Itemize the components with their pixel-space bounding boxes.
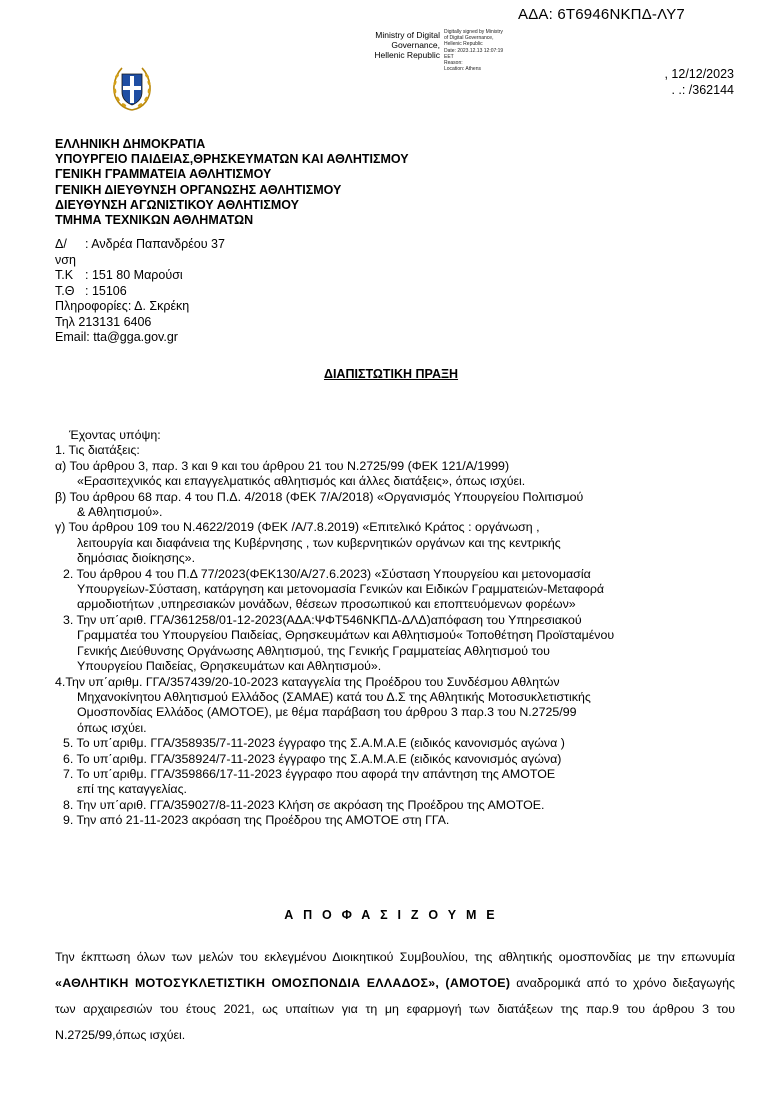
header-line: ΓΕΝΙΚΗ ΔΙΕΥΘΥΝΣΗ ΟΡΓΑΝΩΣΗΣ ΑΘΛΗΤΙΣΜΟΥ — [55, 182, 342, 197]
decision-heading: Α Π Ο Φ Α Σ Ι Ζ Ο Υ Μ Ε — [284, 908, 498, 922]
header-line: ΕΛΛΗΝΙΚΗ ΔΗΜΟΚΡΑΤΙΑ — [55, 137, 206, 151]
date-protocol-block — [600, 66, 734, 98]
document-title: ΔΙΑΠΙΣΤΩΤΙΚΗ ΠΡΑΞΗ — [323, 367, 459, 381]
consideration-line: γ) Του άρθρου 109 του Ν.4622/2019 (ΦΕΚ /Α/7.8.2019) «Επιτελικό Κράτος : οργάνωση , — [55, 520, 540, 535]
considerations-list — [55, 428, 735, 829]
consideration-line: 4.Την υπ΄αριθμ. ΓΓΑ/357439/20-10-2023 καταγγελία της Προέδρου του Συνδέσμου Αθλητών — [55, 674, 560, 689]
contact-email: Email: tta@gga.gov.gr — [55, 330, 178, 344]
consideration-line: Γραμματέα του Υπουργείου Παιδείας, Θρησκευμάτων και Αθλητισμού« Τοποθέτηση Προϊσταμένου — [77, 628, 615, 643]
ada-number: ΑΔΑ: 6Τ6946ΝΚΠΔ-ΛΥ7 — [518, 6, 685, 23]
address-row: Δ/νση : Ανδρέα Παπανδρέου 37 — [55, 237, 225, 267]
consideration-line: 7. Το υπ΄αριθμ. ΓΓΑ/359866/17-11-2023 έγγραφο που αφορά την απάντηση της ΑΜΟΤΟΕ — [63, 766, 556, 781]
consideration-line: α) Του άρθρου 3, παρ. 3 και 9 και του άρθρου 21 του Ν.2725/99 (ΦΕΚ 121/Α/1999) — [55, 458, 510, 473]
consideration-line: 1. Τις διατάξεις: — [55, 443, 140, 458]
signature-organization: Ministry of Digital Governance, Hellenic Republic — [374, 30, 440, 60]
header-line: ΤΜΗΜΑ ΤΕΧΝΙΚΩΝ ΑΘΛΗΜΑΤΩΝ — [55, 213, 254, 228]
consideration-line: Υπουργείων-Σύσταση, κατάργηση και μετονομασία Γενικών και Ειδικών Γραμματειών-Μεταφορά — [77, 582, 605, 597]
consideration-line: «Ερασιτεχνικός και επαγγελματικός αθλητισμός και άλλες διατάξεις», όπως ισχύει. — [77, 474, 526, 489]
header-line: ΔΙΕΥΘΥΝΣΗ ΑΓΩΝΙΣΤΙΚΟΥ ΑΘΛΗΤΙΣΜΟΥ — [55, 197, 299, 212]
consideration-line: Μηχανοκίνητου Αθλητισμού Ελλάδος (ΣΑΜΑΕ) κατά του Δ.Σ της Αθλητικής Μοτοσυκλετιστικής — [77, 689, 591, 704]
protocol-number: . .: /362144 — [671, 83, 734, 97]
consideration-line: αρμοδιοτήτων ,υπηρεσιακών μονάδων, θέσεων προσωπικού και εποπτευόμενων φορέων» — [77, 597, 576, 612]
consideration-line: 3. Την υπ΄αριθ. ΓΓΑ/361258/01-12-2023(ΑΔΑ:ΨΦΤ546ΝΚΠΔ-ΔΛΔ)απόφαση του Υπηρεσιακού — [63, 612, 582, 627]
address-row: Τ.Κ : 151 80 Μαρούσι — [55, 268, 183, 282]
consideration-line: λειτουργία και διαφάνεια της Κυβέρνησης , των κυβερνητικών οργάνων και της κεντρικής — [77, 535, 561, 550]
consideration-line: 2. Του άρθρου 4 του Π.Δ 77/2023(ΦΕΚ130/Α/27.6.2023) «Σύσταση Υπουργείου και μετονομασία — [63, 566, 591, 581]
consideration-line: δημόσιας διοίκησης». — [77, 551, 196, 566]
decision-paragraph: Την έκπτωση όλων των μελών του εκλεγμένου Διοικητικού Συμβουλίου, της αθλητικής ομοσπονδίας με την επωνυμία «ΑΘΛΗΤΙΚΗ ΜΟΤΟΣΥΚΛΕΤΙΣΤΙΚΗ ΟΜΟΣΠΟΝΔΙΑ ΕΛΛΑΔΟΣ», (ΑΜΟΤΟΕ) αναδρομικά από το χρόνο διεξαγωγής των αρχαιρεσιών του έτους 2021, ως υπαίτιων για τη μη εφαρμογή των διατάξεων της παρ.9 του άρθρου 3 του Ν.2725/99,όπως ισχύει. — [55, 950, 735, 1042]
federation-name: «ΑΘΛΗΤΙΚΗ ΜΟΤΟΣΥΚΛΕΤΙΣΤΙΚΗ ΟΜΟΣΠΟΝΔΙΑ ΕΛΛΑΔΟΣ», (ΑΜΟΤΟΕ) — [55, 976, 511, 990]
consideration-line: 9. Την από 21-11-2023 ακρόαση της Προέδρου της ΑΜΟΤΟΕ στη ΓΓΑ. — [63, 813, 450, 828]
authority-header — [55, 137, 409, 228]
consideration-line: επί της καταγγελίας. — [77, 782, 187, 797]
consideration-line: όπως ισχύει. — [77, 720, 147, 735]
contact-person: Πληροφορίες: Δ. Σκρέκη — [55, 299, 190, 313]
address-row: Τ.Θ : 15106 — [55, 283, 127, 298]
consideration-line: 5. Το υπ΄αριθμ. ΓΓΑ/358935/7-11-2023 έγγραφο της Σ.Α.Μ.Α.Ε (ειδικός κανονισμός αγώνα ) — [63, 736, 565, 751]
considering-heading: Έχοντας υπόψη: — [69, 428, 161, 442]
consideration-line: 8. Την υπ΄αριθ. ΓΓΑ/359027/8-11-2023 Κλήση σε ακρόαση της Προέδρου της ΑΜΟΤΟΕ. — [63, 797, 545, 812]
signature-details: Digitally signed by Ministry of Digital Governance, Hellenic Republic Date: 2023.12.13 12:07:19 EET Reason: Location: Athens — [444, 29, 504, 73]
header-line: ΥΠΟΥΡΓΕΙΟ ΠΑΙΔΕΙΑΣ,ΘΡΗΣΚΕΥΜΑΤΩΝ ΚΑΙ ΑΘΛΗΤΙΣΜΟΥ — [55, 152, 409, 167]
considerations-items — [55, 443, 735, 828]
greek-coat-of-arms-icon — [108, 64, 156, 114]
document-date: , 12/12/2023 — [664, 67, 734, 81]
consideration-line: Υπουργείου Παιδείας, Θρησκευμάτων και Αθλητισμού». — [77, 659, 382, 674]
consideration-line: 6. Το υπ΄αριθμ. ΓΓΑ/358924/7-11-2023 έγγραφο της Σ.Α.Μ.Α.Ε (ειδικός κανονισμός αγώνα) — [63, 751, 562, 766]
consideration-line: Ομοσπονδίας Ελλάδος (ΑΜΟΤΟΕ), με θέμα παράβαση του άρθρου 3 παρ.3 του Ν.2725/99 — [77, 705, 577, 720]
consideration-line: & Αθλητισμού». — [77, 505, 163, 520]
consideration-line: β) Του άρθρου 68 παρ. 4 του Π.Δ. 4/2018 (ΦΕΚ 7/Α/2018) «Οργανισμός Υπουργείου Πολιτισμού — [55, 489, 584, 504]
address-block — [55, 237, 225, 346]
contact-phone: Τηλ 213131 6406 — [55, 314, 152, 329]
consideration-line: Γενικής Διεύθυνσης Οργάνωσης Αθλητισμού, της Γενικής Γραμματείας Αθλητισμού του — [77, 643, 550, 658]
header-line: ΓΕΝΙΚΗ ΓΡΑΜΜΑΤΕΙΑ ΑΘΛΗΤΙΣΜΟΥ — [55, 167, 272, 182]
